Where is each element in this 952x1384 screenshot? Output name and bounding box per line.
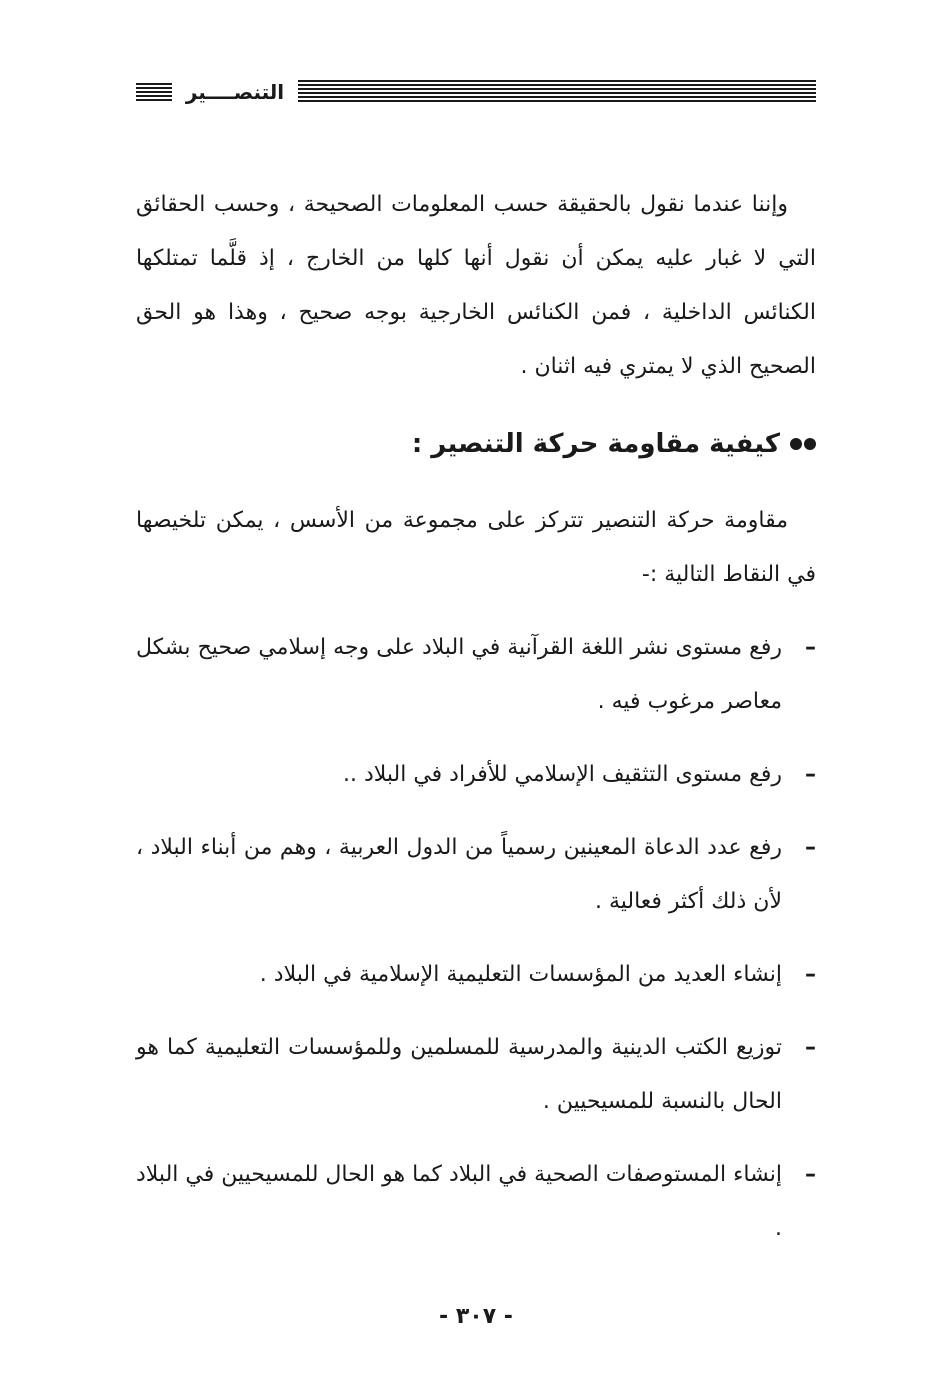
section-heading	[136, 416, 816, 472]
dash-marker: –	[805, 1162, 816, 1187]
list-item	[136, 621, 816, 729]
list-item-text: توزيع الكتب الدينية والمدرسية للمسلمين وللمؤسسات التعليمية كما هو الحال بالنسبة للمسيحيين .	[136, 1035, 782, 1114]
intro-paragraph: مقاومة حركة التنصير تتركز على مجموعة من الأسس ، يمكن تلخيصها في النقاط التالية :-	[136, 508, 816, 587]
double-bullet-icon	[790, 438, 816, 450]
section-heading-text: كيفية مقاومة حركة التنصير :	[411, 429, 780, 459]
dash-marker: –	[805, 962, 816, 987]
dash-marker: –	[805, 762, 816, 787]
page-content	[136, 178, 816, 1256]
list-item	[136, 948, 816, 1002]
bullet-dot	[790, 438, 802, 450]
running-title: التنصــــير	[185, 80, 285, 104]
list-item-text: رفع مستوى التثقيف الإسلامي للأفراد في البلاد ..	[342, 762, 782, 787]
page-header	[136, 78, 816, 106]
opening-paragraph: وإننا عندما نقول بالحقيقة حسب المعلومات الصحيحة ، وحسب الحقائق التي لا غبار عليه يمكن أن نقول أنها كلها من الخارج ، إذ قلَّما تمتلكها الكنائس الداخلية ، فمن الكنائس الخارجية بوجه صحيح ، وهذا هو الحق الصحيح الذي لا يمتري فيه اثنان .	[136, 192, 816, 379]
list-item	[136, 1021, 816, 1129]
list-item-text: رفع مستوى نشر اللغة القرآنية في البلاد على وجه إسلامي صحيح بشكل معاصر مرغوب فيه .	[136, 635, 782, 714]
list-item	[136, 821, 816, 929]
dash-marker: –	[805, 635, 816, 660]
list-item	[136, 1148, 816, 1256]
dash-marker: –	[805, 1035, 816, 1060]
points-list	[136, 621, 816, 1256]
dash-marker: –	[805, 835, 816, 860]
page-number: - ٣٠٧ -	[439, 1304, 513, 1329]
header-decorative-lines-long	[298, 80, 816, 102]
bullet-dot	[804, 438, 816, 450]
list-item-text: إنشاء العديد من المؤسسات التعليمية الإسلامية في البلاد .	[259, 962, 782, 987]
list-item-text: إنشاء المستوصفات الصحية في البلاد كما هو الحال للمسيحيين في البلاد .	[136, 1162, 782, 1241]
list-item	[136, 748, 816, 802]
header-decorative-lines-short	[136, 83, 172, 101]
list-item-text: رفع عدد الدعاة المعينين رسمياً من الدول العربية ، وهم من أبناء البلاد ، لأن ذلك أكثر فعالية .	[136, 835, 782, 914]
